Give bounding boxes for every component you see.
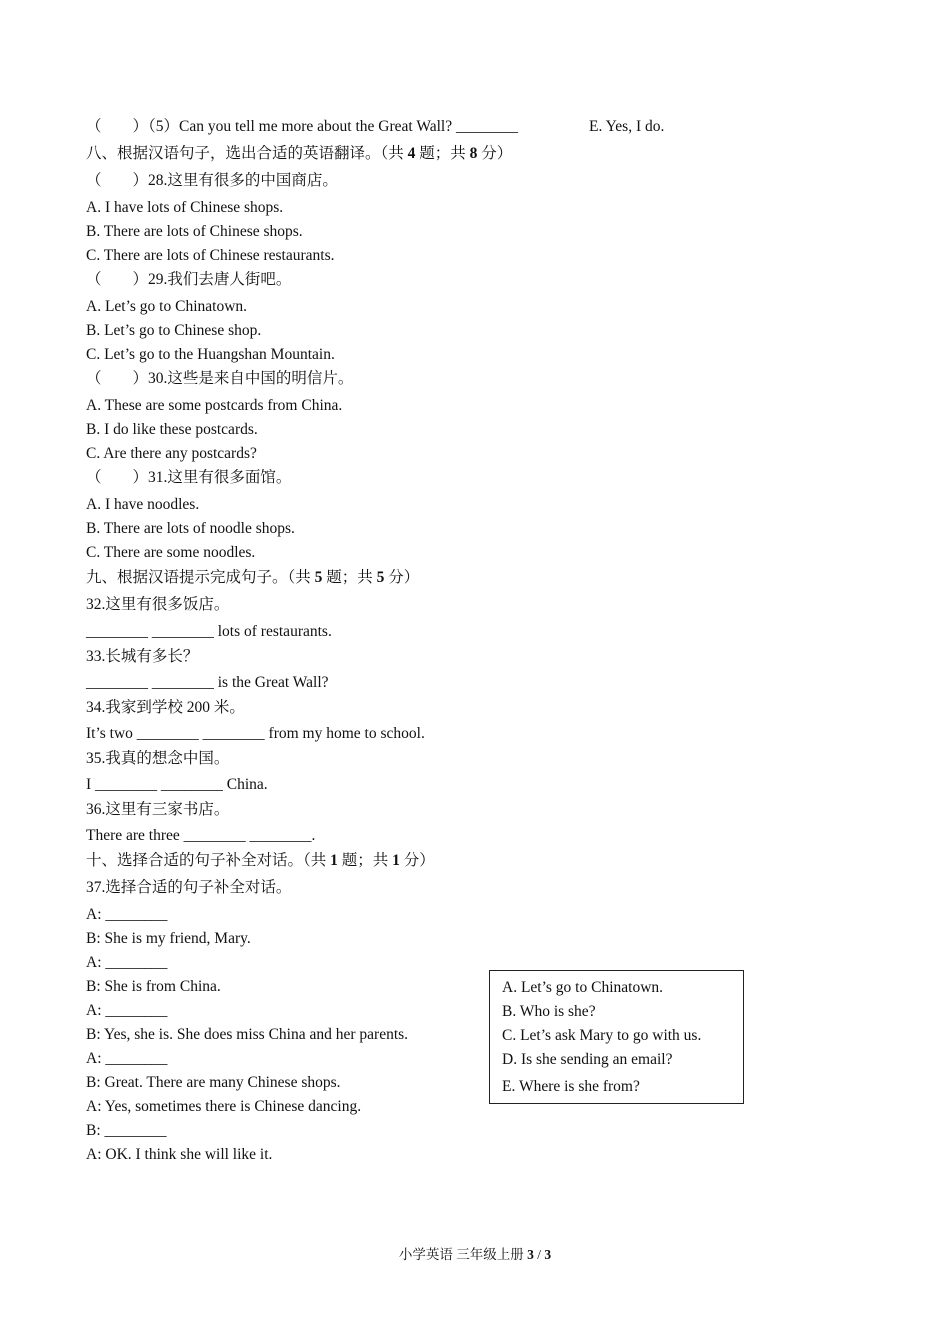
dialogue-line: B: She is from China.: [86, 978, 221, 995]
dialogue-line: A: ________: [86, 1050, 168, 1067]
dialogue-line: B: She is my friend, Mary.: [86, 930, 251, 947]
dialogue-line: A: ________: [86, 954, 168, 971]
box-option-c: C. Let’s ask Mary to go with us.: [502, 1027, 702, 1044]
q29-option-a: A. Let’s go to Chinatown.: [86, 298, 248, 315]
dialogue-line: B: ________: [86, 1122, 167, 1139]
footer-page-total: 3: [544, 1247, 552, 1262]
section9-title: 九、根据汉语提示完成句子。（共 5 题；共 5 分）: [86, 569, 420, 586]
q30-option-b: B. I do like these postcards.: [86, 421, 258, 438]
footer-subject: 小学英语 三年级上册: [398, 1247, 528, 1262]
q30-stem: （ ）30.这些是来自中国的明信片。: [86, 370, 354, 387]
footer-separator: /: [533, 1247, 545, 1262]
section10-title: 十、选择合适的句子补全对话。（共 1 题；共 1 分）: [86, 852, 435, 869]
options-box: [489, 970, 744, 1104]
q33-stem: 33.长城有多长？: [86, 648, 199, 665]
q35-stem: 35.我真的想念中国。: [86, 750, 230, 767]
q31-option-b: B. There are lots of noodle shops.: [86, 520, 295, 537]
q5-option-e: E. Yes, I do.: [589, 118, 665, 135]
dialogue-line: A: Yes, sometimes there is Chinese dancing.: [86, 1098, 362, 1115]
q34-answer: It’s two ________ ________ from my home to school.: [86, 725, 425, 742]
q29-stem: （ ）29.我们去唐人街吧。: [86, 271, 292, 288]
q36-answer: There are three ________ ________.: [86, 827, 316, 844]
q28-option-c: C. There are lots of Chinese restaurants.: [86, 247, 335, 264]
q29-option-b: B. Let’s go to Chinese shop.: [86, 322, 262, 339]
q32-answer: ________ ________ lots of restaurants.: [86, 623, 332, 640]
box-option-a: A. Let’s go to Chinatown.: [502, 979, 664, 996]
dialogue-line: A: ________: [86, 906, 168, 923]
dialogue-line: B: Yes, she is. She does miss China and her parents.: [86, 1026, 409, 1043]
q32-stem: 32.这里有很多饭店。: [86, 596, 230, 613]
q36-stem: 36.这里有三家书店。: [86, 801, 230, 818]
box-option-b: B. Who is she?: [502, 1003, 596, 1020]
q37-stem: 37.选择合适的句子补全对话。: [86, 879, 292, 896]
dialogue-line: A: ________: [86, 1002, 168, 1019]
q31-option-a: A. I have noodles.: [86, 496, 200, 513]
footer-page-number: 3: [527, 1247, 534, 1262]
q28-option-a: A. I have lots of Chinese shops.: [86, 199, 284, 216]
box-option-e: E. Where is she from?: [502, 1078, 640, 1095]
q35-answer: I ________ ________ China.: [86, 776, 268, 793]
q5-line: （ ）（5）Can you tell me more about the Great Wall? ________: [86, 118, 518, 135]
page-footer: [0, 1245, 950, 1265]
section8-title: 八、根据汉语句子，选出合适的英语翻译。（共 4 题；共 8 分）: [86, 145, 513, 162]
q31-option-c: C. There are some noodles.: [86, 544, 256, 561]
q29-option-c: C. Let’s go to the Huangshan Mountain.: [86, 346, 335, 363]
q30-option-c: C. Are there any postcards?: [86, 445, 257, 462]
q33-answer: ________ ________ is the Great Wall?: [86, 674, 329, 691]
q30-option-a: A. These are some postcards from China.: [86, 397, 343, 414]
box-option-d: D. Is she sending an email?: [502, 1051, 673, 1068]
q31-stem: （ ）31.这里有很多面馆。: [86, 469, 292, 486]
q28-option-b: B. There are lots of Chinese shops.: [86, 223, 303, 240]
q28-stem: （ ）28.这里有很多的中国商店。: [86, 172, 338, 189]
dialogue-line: A: OK. I think she will like it.: [86, 1146, 273, 1163]
q34-stem: 34.我家到学校 200 米。: [86, 699, 245, 716]
dialogue-line: B: Great. There are many Chinese shops.: [86, 1074, 341, 1091]
